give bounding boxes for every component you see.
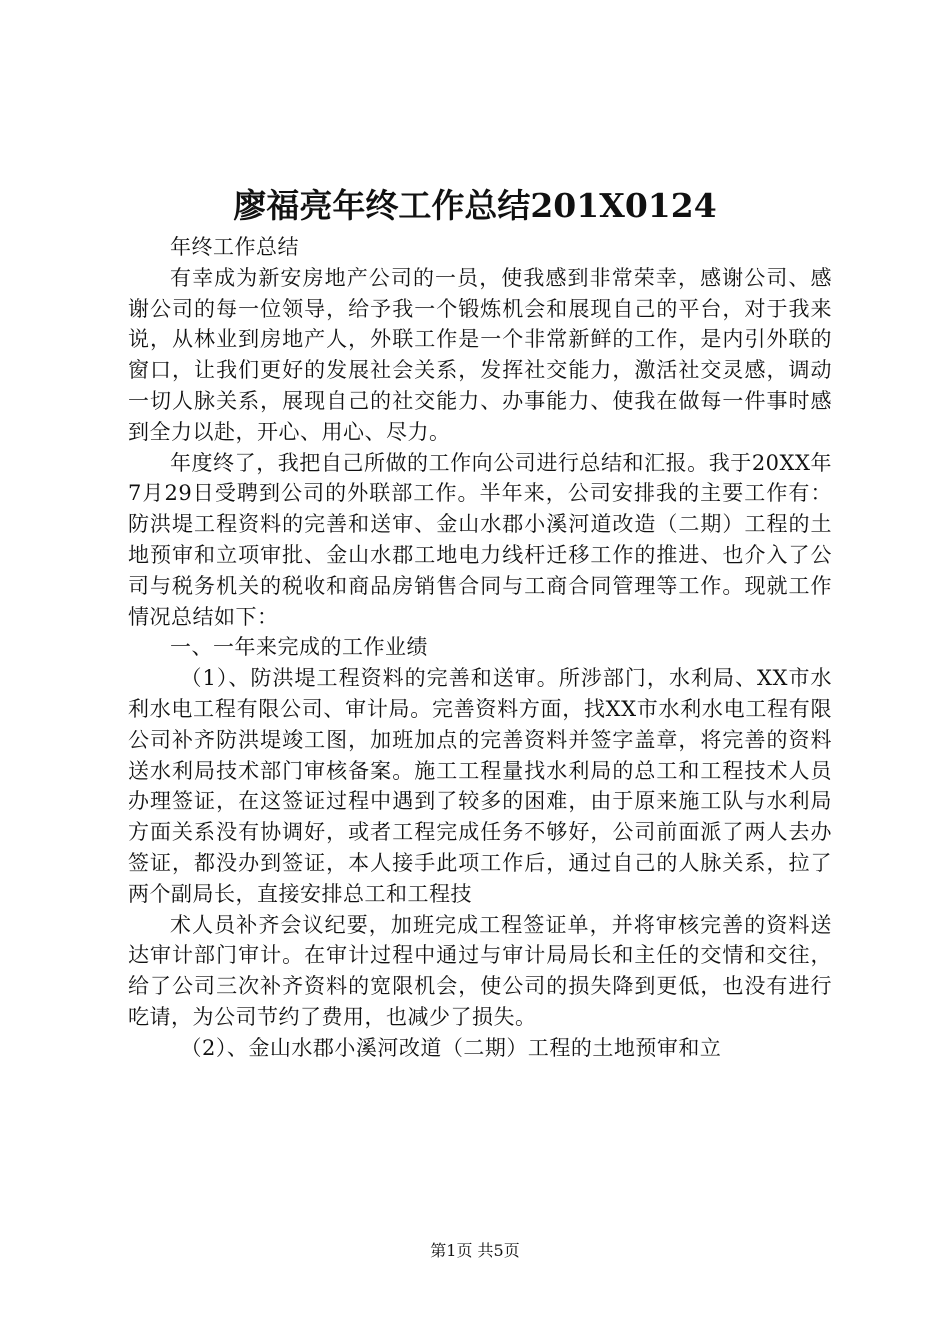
paragraph-intro: 有幸成为新安房地产公司的一员，使我感到非常荣幸，感谢公司、感谢公司的每一位领导，给予我一个锻炼机会和展现自己的平台，对于我来说，从林业到房地产人，外联工作是一个非常新鲜的工作，是内引外联的窗口，让我们更好的发展社会关系，发挥社交能力，激活社交灵感，调动一切人脉关系，展现自己的社交能力、办事能力、使我在做每一件事时感到全力以赴，开心、用心、尽力。 [128, 265, 832, 444]
document-body [128, 232, 832, 1064]
paragraph-item-1-continued: 术人员补齐会议纪要，加班完成工程签证单，并将审核完善的资料送达审计部门审计。在审计过程中通过与审计局局长和主任的交情和交往，给了公司三次补齐资料的宽限机会，使公司的损失降到更低，也没有进行吃请，为公司节约了费用，也减少了损失。 [128, 912, 832, 1029]
paragraph-heading: 年终工作总结 [170, 235, 299, 259]
page-number: 第1页 共5页 [430, 1241, 520, 1260]
paragraph-item-1: （1）、防洪堤工程资料的完善和送审。所涉部门，水利局、XX市水利水电工程有限公司、审计局。完善资料方面，找XX市水利水电工程有限公司补齐防洪堤竣工图，加班加点的完善资料并签字盖章，将完善的资料送水利局技术部门审核备案。施工工程量找水利局的总工和工程技术人员办理签证，在这签证过程中遇到了较多的困难，由于原来施工队与水利局方面关系没有协调好，或者工程完成任务不够好，公司前面派了两人去办签证，都没办到签证，本人接手此项工作后，通过自己的人脉关系，拉了两个副局长，直接安排总工和工程技 [128, 666, 832, 906]
section-heading: 一、一年来完成的工作业绩 [170, 635, 428, 660]
paragraph-item-2: （2）、金山水郡小溪河改道（二期）工程的土地预审和立 [180, 1035, 722, 1060]
document-title: 廖福亮年终工作总结201X0124 [233, 186, 717, 225]
paragraph-overview: 年度终了，我把自己所做的工作向公司进行总结和汇报。我于20XX年7月29日受聘到公司的外联部工作。半年来，公司安排我的主要工作有：防洪堤工程资料的完善和送审、金山水郡小溪河道改造（二期）工程的土地预审和立项审批、金山水郡工地电力线杆迁移工作的推进、也介入了公司与税务机关的税收和商品房销售合同与工商合同管理等工作。现就工作情况总结如下： [128, 450, 832, 629]
